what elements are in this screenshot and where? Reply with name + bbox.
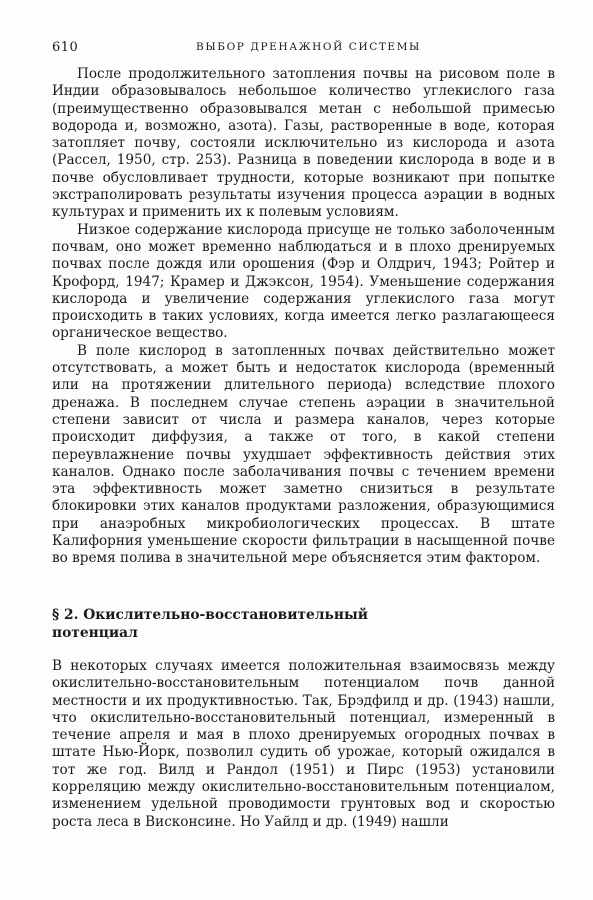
section-heading-line-2: потенциал [52,625,138,641]
paragraph-redox-potential: В некоторых случаях имеется положительная взаимосвязь между окислительно-восстановительным потенциалом почв данной местности и их продуктивностью. Так, Брэдфилд и др. (1943) нашли, что окислительно-восстановительный потенциал, измеренный в течение апреля и мая в плохо дренируемых огородных почвах в штате Нью-Йорк, позволил судить об урожае, который ожидался в тот же год. Вилд и Рандол (1951) и Пирс (1953) установили корреляцию между окислительно-восстановительным потенциалом, изменением удельной проводимости грунтовых вод и скоростью роста леса в Висконсине. Но Уайлд и др. (1949) нашли [52,658,555,830]
page-number: 610 [52,40,79,55]
running-head [52,40,557,56]
body-text-section-2 [52,658,555,831]
running-title: ВЫБОР ДРЕНАЖНОЙ СИСТЕМЫ [196,41,421,53]
section-heading [52,606,472,642]
section-heading-line-1: § 2. Окислительно-восстановительный [52,607,369,623]
paragraph-flooded-rice-soil: После продолжительного затопления почвы на рисовом поле в Индии образовывалось небольшое количество углекислого газа (преимущественно образовывался метан с небольшой примесью водорода и, возможно, азота). Газы, растворенные в воде, которая затопляет почву, состояли исключительно из кислорода и азота (Рассел, 1950, стр. 253). Разница в поведении кислорода в воде и в почве обусловливает трудности, которые возникают при попытке экстраполировать результаты изучения процесса аэрации в водных культурах и применить их к полевым условиям. [52,66,555,221]
body-text-section-1 [52,66,555,568]
paragraph-field-oxygen: В поле кислород в затопленных почвах действительно может отсутствовать, а может быть и недостаток кислорода (временный или на протяжении длительного периода) вследствие плохого дренажа. В последнем случае степень аэрации в значительной степени зависит от числа и размера каналов, через которые происходит диффузия, а также от того, в какой степени переувлажнение почвы ухудшает эффективность действия этих каналов. Однако после заболачивания почвы с течением времени эта эффективность может заметно снизиться в результате блокировки этих каналов продуктами разложения, образующимися при анаэробных микробиологических процессах. В штате Калифорния уменьшение скорости фильтрации в насыщенной почве во время полива в значительной мере объясняется этим фактором. [52,342,555,567]
paragraph-low-oxygen: Низкое содержание кислорода присуще не только заболоченным почвам, оно может временно наблюдаться и в плохо дренируемых почвах после дождя или орошения (Фэр и Олдрич, 1943; Ройтер и Крофорд, 1947; Крамер и Джэксон, 1954). Уменьшение содержания кислорода и увеличение содержания углекислого газа могут происходить в таких условиях, когда имеется легко разлагающееся органическое вещество. [52,221,555,342]
